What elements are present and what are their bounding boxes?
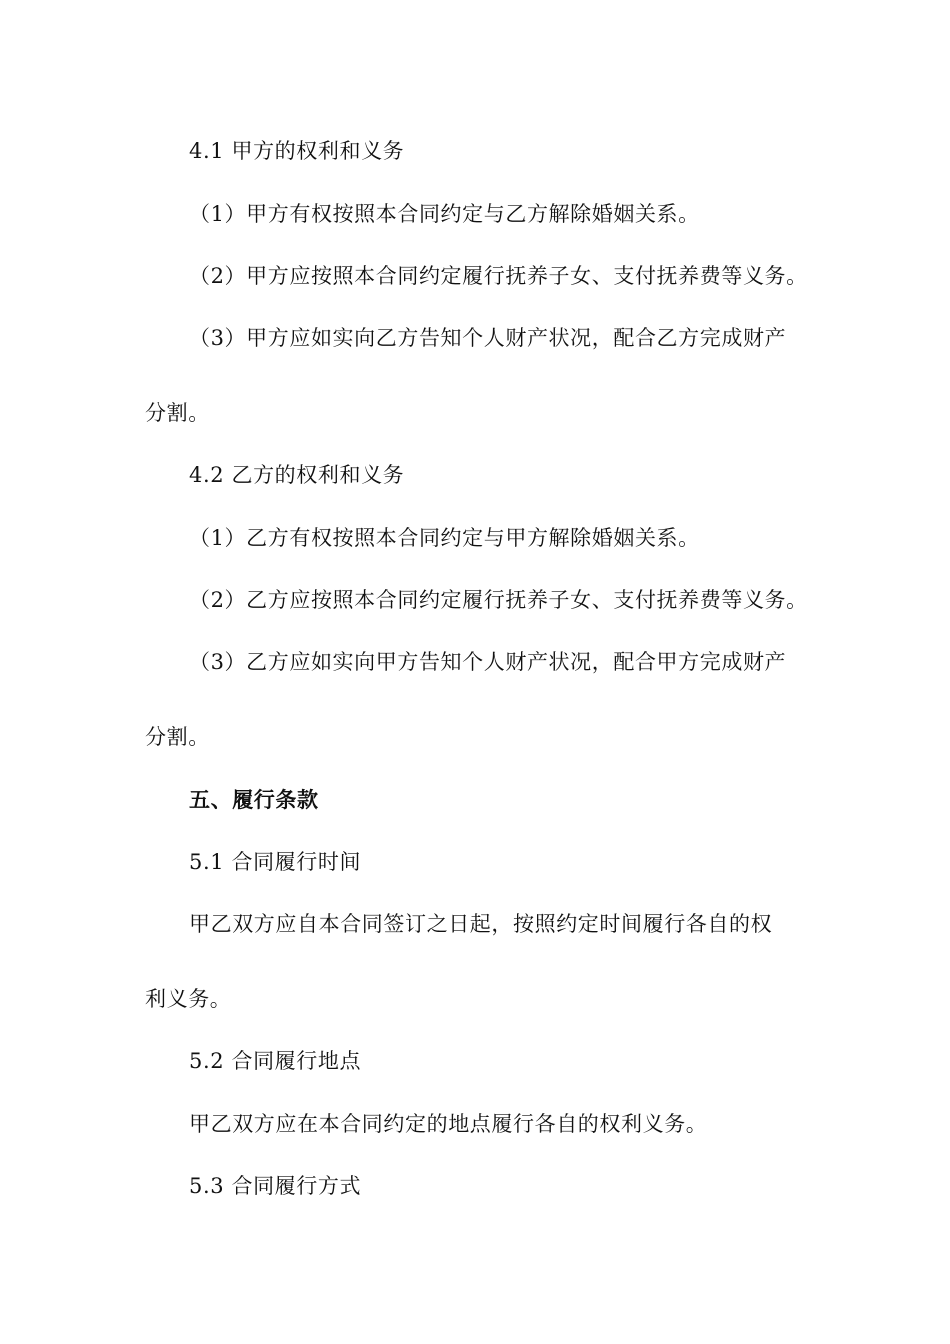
section-heading-4-2: 4.2 乙方的权利和义务 bbox=[189, 463, 405, 487]
paragraph-line: 甲乙双方应在本合同约定的地点履行各自的权利义务。 bbox=[189, 1112, 708, 1136]
section-heading-5-2: 5.2 合同履行地点 bbox=[189, 1049, 362, 1073]
paragraph-line: 利义务。 bbox=[145, 987, 232, 1011]
paragraph-line: 甲乙双方应自本合同签订之日起，按照约定时间履行各自的权 bbox=[189, 912, 773, 936]
paragraph-line: （3）乙方应如实向甲方告知个人财产状况，配合甲方完成财产 bbox=[189, 650, 787, 674]
section-heading-4-1: 4.1 甲方的权利和义务 bbox=[189, 139, 405, 163]
paragraph-line: （2）乙方应按照本合同约定履行抚养子女、支付抚养费等义务。 bbox=[189, 588, 808, 612]
paragraph-line: 分割。 bbox=[145, 401, 210, 425]
section-heading-5-3: 5.3 合同履行方式 bbox=[189, 1174, 362, 1198]
paragraph-line: 分割。 bbox=[145, 725, 210, 749]
paragraph-line: （1）乙方有权按照本合同约定与甲方解除婚姻关系。 bbox=[189, 526, 700, 550]
section-heading-5-1: 5.1 合同履行时间 bbox=[189, 850, 362, 874]
chapter-heading-5: 五、履行条款 bbox=[189, 788, 319, 812]
paragraph-line: （1）甲方有权按照本合同约定与乙方解除婚姻关系。 bbox=[189, 202, 700, 226]
paragraph-line: （3）甲方应如实向乙方告知个人财产状况，配合乙方完成财产 bbox=[189, 326, 787, 350]
paragraph-line: （2）甲方应按照本合同约定履行抚养子女、支付抚养费等义务。 bbox=[189, 264, 808, 288]
